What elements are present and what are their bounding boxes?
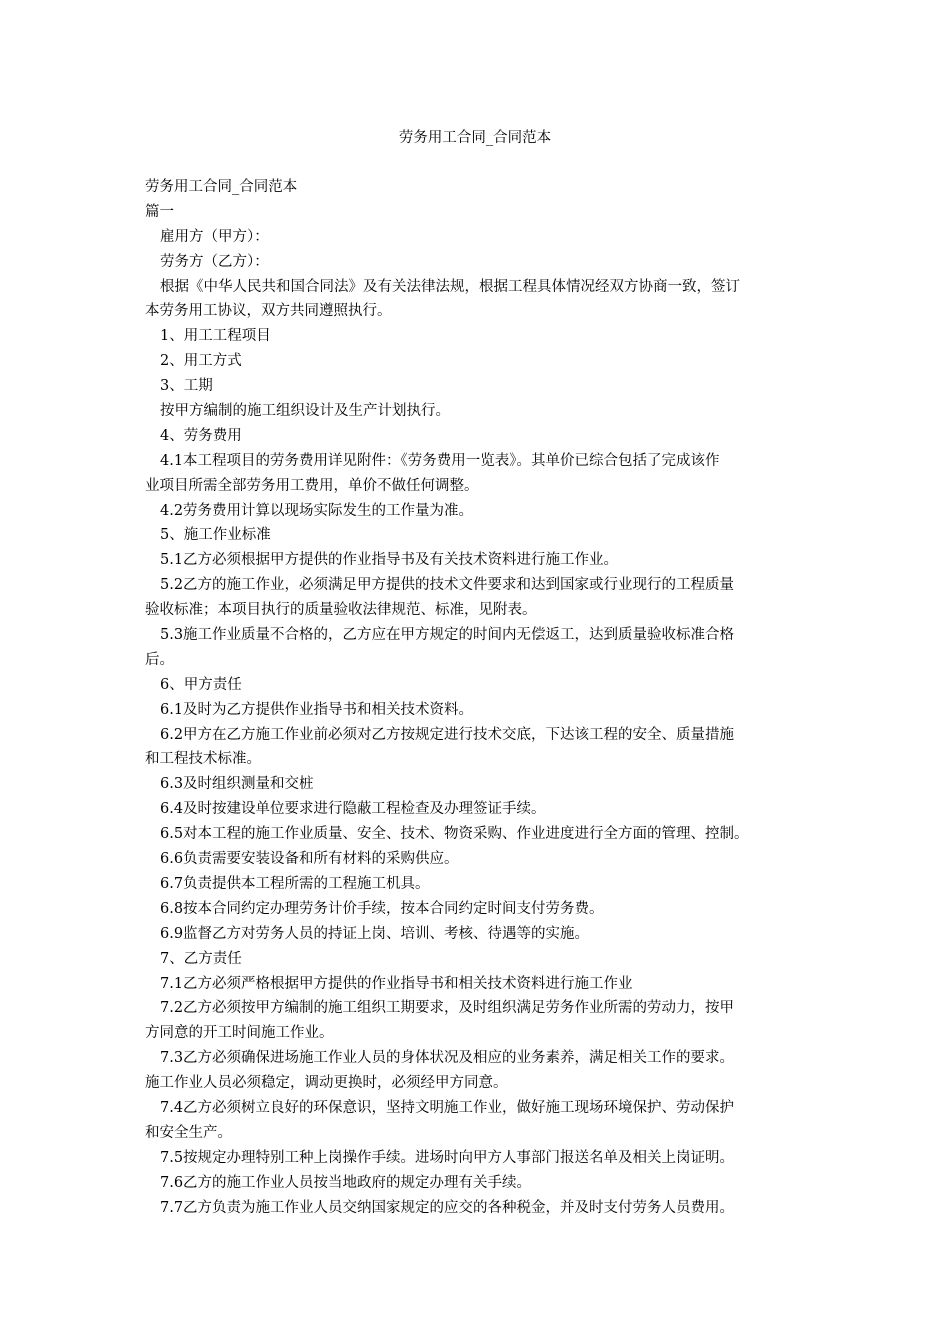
text-line: 6.9监督乙方对劳务人员的持证上岗、培训、考核、待遇等的实施。 — [160, 925, 590, 942]
text-line: 业项目所需全部劳务用工费用，单价不做任何调整。 — [145, 477, 479, 494]
text-line: 验收标准；本项目执行的质量验收法律规范、标准，见附表。 — [145, 602, 537, 619]
text-line: 6.8按本合同约定办理劳务计价手续，按本合同约定时间支付劳务费。 — [160, 900, 604, 917]
text-line: 4.2劳务费用计算以现场实际发生的工作量为准。 — [160, 502, 474, 519]
text-line: 7、乙方责任 — [160, 950, 242, 967]
text-line: 7.2乙方必须按甲方编制的施工组织工期要求，及时组织满足劳务作业所需的劳动力，按甲 — [160, 1000, 735, 1017]
text-line: 5、施工作业标准 — [160, 527, 271, 544]
text-line: 7.5按规定办理特别工种上岗操作手续。进场时向甲方人事部门报送名单及相关上岗证明。 — [160, 1149, 735, 1166]
text-line: 7.3乙方必须确保进场施工作业人员的身体状况及相应的业务素养，满足相关工作的要求。 — [160, 1050, 735, 1067]
text-line: 4、劳务费用 — [160, 427, 242, 444]
text-line: 6.4及时按建设单位要求进行隐蔽工程检查及办理签证手续。 — [160, 801, 546, 818]
text-line: 雇用方（甲方）： — [160, 228, 269, 245]
text-line: 7.4乙方必须树立良好的环保意识，坚持文明施工作业，做好施工现场环境保护、劳动保护 — [160, 1099, 735, 1116]
text-line: 按甲方编制的施工组织设计及生产计划执行。 — [160, 403, 450, 420]
text-line: 施工作业人员必须稳定，调动更换时，必须经甲方同意。 — [145, 1075, 508, 1092]
text-line: 6.2甲方在乙方施工作业前必须对乙方按规定进行技术交底，下达该工程的安全、质量措施 — [160, 726, 735, 743]
text-line: 篇一 — [145, 203, 174, 220]
text-line: 4.1本工程项目的劳务费用详见附件：《劳务费用一览表》。其单价已综合包括了完成该作 — [160, 452, 720, 469]
document-body — [145, 175, 810, 1220]
text-line: 2、用工方式 — [160, 353, 242, 370]
text-line: 6.6负责需要安装设备和所有材料的采购供应。 — [160, 851, 459, 868]
text-line: 7.6乙方的施工作业人员按当地政府的规定办理有关手续。 — [160, 1174, 532, 1191]
text-line: 6.3及时组织测量和交桩 — [160, 776, 314, 793]
text-line: 1、用工工程项目 — [160, 328, 271, 345]
text-line: 后。 — [145, 651, 174, 668]
text-line: 劳务用工合同_合同范本 — [145, 179, 298, 195]
document-title: 劳务用工合同_合同范本 — [398, 130, 552, 146]
text-line: 5.2乙方的施工作业，必须满足甲方提供的技术文件要求和达到国家或行业现行的工程质量 — [160, 577, 735, 594]
text-line: 7.1乙方必须严格根据甲方提供的作业指导书和相关技术资料进行施工作业 — [160, 975, 633, 992]
text-line: 3、工期 — [160, 378, 213, 395]
text-line: 根据《中华人民共和国合同法》及有关法律法规，根据工程具体情况经双方协商一致，签订 — [160, 278, 740, 295]
text-line: 本劳务用工协议，双方共同遵照执行。 — [145, 303, 392, 320]
text-line: 5.3施工作业质量不合格的，乙方应在甲方规定的时间内无偿返工，达到质量验收标准合格 — [160, 627, 735, 644]
text-line: 6.1及时为乙方提供作业指导书和相关技术资料。 — [160, 701, 474, 718]
text-line: 和安全生产。 — [145, 1124, 232, 1141]
text-line: 6.7负责提供本工程所需的工程施工机具。 — [160, 875, 430, 892]
text-line: 劳务方（乙方）： — [160, 253, 269, 270]
text-line: 6.5对本工程的施工作业质量、安全、技术、物资采购、作业进度进行全方面的管理、控制。 — [160, 826, 749, 843]
text-line: 7.7乙方负责为施工作业人员交纳国家规定的应交的各种税金，并及时支付劳务人员费用。 — [160, 1199, 735, 1216]
text-line: 6、甲方责任 — [160, 676, 242, 693]
text-line: 和工程技术标准。 — [145, 751, 261, 768]
text-line: 5.1乙方必须根据甲方提供的作业指导书及有关技术资料进行施工作业。 — [160, 552, 619, 569]
text-line: 方同意的开工时间施工作业。 — [145, 1025, 334, 1042]
